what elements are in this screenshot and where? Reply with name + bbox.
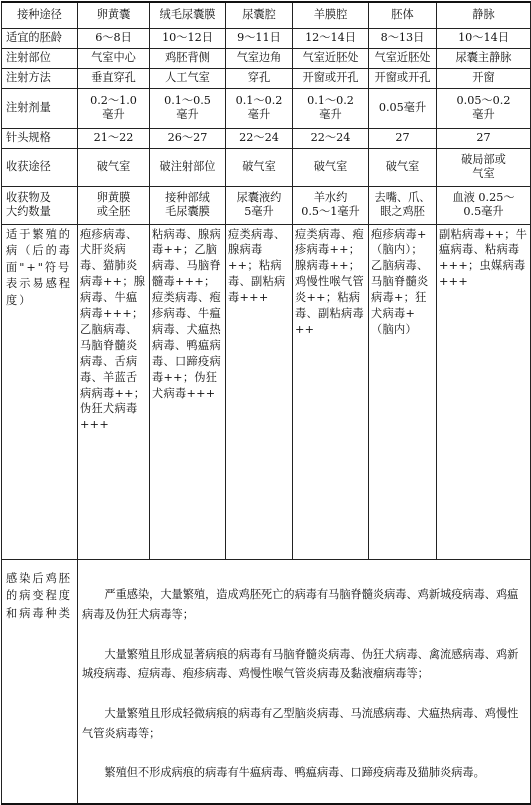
- header-cell-chorioallantoic-membrane: 绒毛尿囊膜: [150, 2, 226, 28]
- notes-paragraph: 大量繁殖且形成轻微病痕的病毒有乙型脑炎病毒、马流感病毒、犬瘟热病毒、鸡慢性气管炎病毒等；: [82, 707, 519, 740]
- notes-paragraph: 大量繁殖且形成显著病痕的病毒有马脑脊髓炎病毒、伪狂犬病毒、禽流感病毒、鸡新城疫病毒、痘病毒、疱疹病毒、鸡慢性喉气管炎病毒及黏液瘤病毒等；: [82, 647, 519, 681]
- table-cell: 0.2～1.0 毫升: [78, 88, 150, 128]
- table-cell: 破气室: [226, 148, 293, 186]
- row-lesion-notes: [2, 559, 531, 804]
- header-row: [2, 2, 531, 28]
- table-cell: 尿囊主静脉: [437, 48, 531, 68]
- row-label: 适宜的胚龄: [2, 28, 78, 48]
- row-suitable-viruses: [2, 224, 531, 559]
- inoculation-routes-table: [1, 1, 531, 805]
- table-cell: 气室近胚处: [369, 48, 437, 68]
- table-cell: 22～24: [293, 128, 369, 148]
- table-cell: 12～14日: [293, 28, 369, 48]
- notes-paragraph: 严重感染，大量繁殖，造成鸡胚死亡的病毒有马脑脊髓炎病毒、鸡新城疫病毒、鸡瘟病毒及伪狂犬病毒等；: [82, 588, 519, 622]
- row-injection-method: [2, 68, 531, 88]
- header-cell-amniotic-cavity: 羊膜腔: [293, 2, 369, 28]
- table-cell: 破气室: [293, 148, 369, 186]
- table-cell: 破气室: [78, 148, 150, 186]
- virus-cell: 痘类病毒、疱疹病毒++；腺病毒++；鸡慢性喉气管炎++；粘病毒、副粘病毒++: [293, 224, 369, 559]
- table-cell: 垂直穿孔: [78, 68, 150, 88]
- table-cell: 10～12日: [150, 28, 226, 48]
- table-cell: 人工气室: [150, 68, 226, 88]
- table-cell: 开窗或开孔: [293, 68, 369, 88]
- table-cell: 开窗: [437, 68, 531, 88]
- notes-paragraph: 繁殖但不形成病痕的病毒有牛瘟病毒、鸭瘟病毒、口蹄疫病毒及猫肺炎病毒。: [104, 766, 485, 780]
- row-injection-site: [2, 48, 531, 68]
- header-cell-vein: 静脉: [437, 2, 531, 28]
- table-cell: 0.05～0.2 毫升: [437, 88, 531, 128]
- row-label: 收获途径: [2, 148, 78, 186]
- table-cell: 0.1～0.2 毫升: [293, 88, 369, 128]
- virus-cell: 副粘病毒++；牛瘟病毒、粘病毒+++；虫媒病毒+++: [437, 224, 531, 559]
- table-cell: 22～24: [226, 128, 293, 148]
- table-cell: 10～14日: [437, 28, 531, 48]
- table-cell: 0.05毫升: [369, 88, 437, 128]
- table-cell: 气室近胚处: [293, 48, 369, 68]
- row-needle-gauge: [2, 128, 531, 148]
- table-cell: 开窗或开孔: [369, 68, 437, 88]
- table-cell: 破气室: [369, 148, 437, 186]
- row-label: 收获物及 大约数量: [2, 186, 78, 224]
- row-harvest-amount: [2, 186, 531, 224]
- header-cell-embryo-body: 胚体: [369, 2, 437, 28]
- row-injection-dose: [2, 88, 531, 128]
- lesion-notes-cell: [78, 559, 531, 804]
- table-cell: 去嘴、爪、 眼之鸡胚: [369, 186, 437, 224]
- header-cell-route-label: 接种途径: [2, 2, 78, 28]
- table-cell: 鸡胚背侧: [150, 48, 226, 68]
- table-cell: 27: [437, 128, 531, 148]
- row-label: 注射部位: [2, 48, 78, 68]
- table-cell: 27: [369, 128, 437, 148]
- table-cell: 气室中心: [78, 48, 150, 68]
- table-cell: 接种部绒 毛尿囊膜: [150, 186, 226, 224]
- table-cell: 卵黄膜 或全胚: [78, 186, 150, 224]
- embryo-inoculation-table-page: [1, 1, 530, 805]
- table-cell: 26～27: [150, 128, 226, 148]
- virus-cell: 粘病毒、腺病毒++；乙脑病毒、马脑脊髓毒+++；痘类病毒、疱疹病毒、牛瘟病毒、犬瘟热病毒、鸭瘟病毒、口蹄疫病毒++；伪狂犬病毒+++: [150, 224, 226, 559]
- row-embryo-age: [2, 28, 531, 48]
- row-label: 感染后鸡胚的病变程度和病毒种类: [2, 559, 78, 804]
- header-cell-allantoic-cavity: 尿囊腔: [226, 2, 293, 28]
- virus-cell: 疱疹病毒、犬肝炎病毒、猫肺炎病毒++；腺病毒、牛瘟病毒+++；乙脑病毒、马脑脊髓炎病毒、舌病毒、羊蓝舌病病毒++；伪狂犬病毒+++: [78, 224, 150, 559]
- table-cell: 尿囊液约 5毫升: [226, 186, 293, 224]
- table-cell: 0.1～0.5 毫升: [150, 88, 226, 128]
- table-cell: 羊水约 0.5～1毫升: [293, 186, 369, 224]
- table-cell: 9～11日: [226, 28, 293, 48]
- row-label: 注射方法: [2, 68, 78, 88]
- row-label: 针头规格: [2, 128, 78, 148]
- table-cell: 破注射部位: [150, 148, 226, 186]
- table-cell: 血液 0.25～ 0.5毫升: [437, 186, 531, 224]
- row-label: 注射剂量: [2, 88, 78, 128]
- table-cell: 破局部或 气室: [437, 148, 531, 186]
- row-harvest-route: [2, 148, 531, 186]
- row-label: 适于繁殖的病（后的毒面"+"符号表示易感程度）: [2, 224, 78, 559]
- header-cell-yolk-sac: 卵黄囊: [78, 2, 150, 28]
- table-cell: 6～8日: [78, 28, 150, 48]
- table-cell: 气室边角: [226, 48, 293, 68]
- table-cell: 0.1～0.2 毫升: [226, 88, 293, 128]
- table-cell: 穿孔: [226, 68, 293, 88]
- table-cell: 8～13日: [369, 28, 437, 48]
- virus-cell: 痘类病毒、腺病毒++；粘病毒、副粘病毒+++: [226, 224, 293, 559]
- virus-cell: 疱疹病毒+（脑内）；乙脑病毒、马脑脊髓炎病毒+；狂犬病毒+（脑内）: [369, 224, 437, 559]
- table-cell: 21～22: [78, 128, 150, 148]
